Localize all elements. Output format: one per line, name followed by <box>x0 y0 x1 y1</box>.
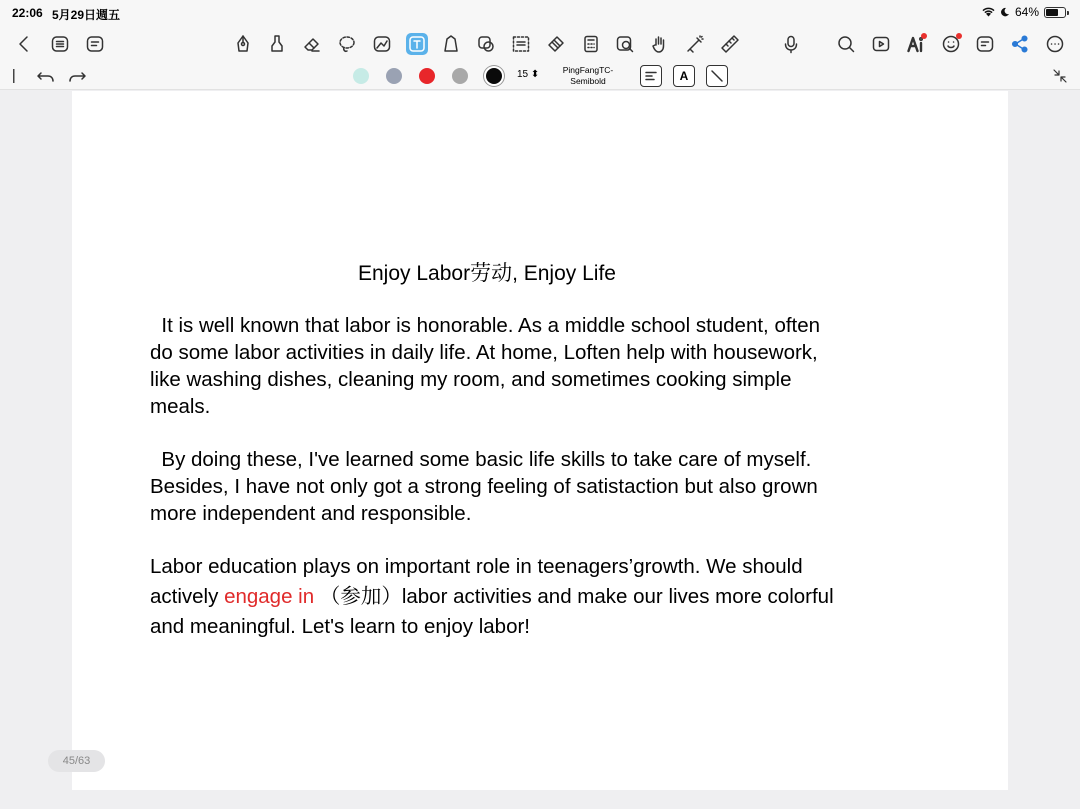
paragraph-2 <box>150 446 950 527</box>
pages-icon[interactable] <box>49 33 71 55</box>
color-swatch-slate[interactable] <box>386 68 402 84</box>
font-name-picker[interactable] <box>552 65 624 87</box>
more-icon[interactable] <box>1044 33 1066 55</box>
paragraph-3 <box>150 552 950 642</box>
microphone-icon[interactable] <box>780 33 802 55</box>
highlighter-icon[interactable] <box>266 33 288 55</box>
font-name-line2: Semibold <box>570 76 606 86</box>
present-icon[interactable] <box>870 33 892 55</box>
image-icon[interactable] <box>371 33 393 55</box>
status-time: 22:06 <box>12 6 43 20</box>
paragraph-1-line: do some labor activities in daily life. At home, Loften help with housework, <box>150 341 818 364</box>
document-title: Enjoy Labor劳动, Enjoy Life <box>358 262 616 285</box>
lasso-icon[interactable] <box>336 33 358 55</box>
status-date: 5月29日週五 <box>52 8 121 22</box>
ai-notification-dot <box>921 33 927 39</box>
status-bar <box>0 0 1080 26</box>
paragraph-2-line: By doing these, I've learned some basic life skills to take care of myself. <box>150 448 812 471</box>
paragraph-1-line: like washing dishes, cleaning my room, and sometimes cooking simple <box>150 368 792 391</box>
redo-icon[interactable] <box>66 65 88 87</box>
text-tool-icon[interactable] <box>406 33 428 55</box>
emoji-icon[interactable] <box>940 33 962 55</box>
highlighted-phrase: engage in <box>224 585 315 608</box>
ruler-icon[interactable] <box>719 33 741 55</box>
sticker-icon[interactable] <box>475 33 497 55</box>
text-format-bar <box>0 62 1080 90</box>
moon-icon <box>1000 7 1010 17</box>
emoji-notification-dot <box>956 33 962 39</box>
battery-fill <box>1046 9 1058 16</box>
share-icon[interactable] <box>1009 33 1031 55</box>
undo-icon[interactable] <box>35 65 57 87</box>
diagonal-line-icon <box>710 69 724 83</box>
paragraph-3-line: Labor education plays on important role in teenagers’growth. We should <box>150 555 803 578</box>
hand-icon[interactable] <box>649 33 671 55</box>
selection-icon[interactable] <box>510 33 532 55</box>
paragraph-2-line: Besides, I have not only got a strong feeling of satistaction but also grown <box>150 475 818 498</box>
page-counter[interactable]: 45/63 <box>48 750 105 772</box>
edit-icon[interactable] <box>974 33 996 55</box>
status-right <box>982 5 1066 19</box>
color-swatch-mint[interactable] <box>353 68 369 84</box>
battery-percent: 64% <box>1014 5 1039 19</box>
align-left-icon <box>644 69 658 83</box>
ai-icon[interactable] <box>905 33 927 55</box>
text-cursor-icon <box>12 69 16 83</box>
color-swatch-red[interactable] <box>419 68 435 84</box>
font-name-line1: PingFangTC- <box>562 65 614 75</box>
bold-button[interactable]: A <box>673 65 695 87</box>
font-size-stepper[interactable]: 15 ⬍ <box>517 69 540 80</box>
color-swatch-gray[interactable] <box>452 68 468 84</box>
paragraph-3-line <box>150 582 950 612</box>
zoom-box-icon[interactable] <box>614 33 636 55</box>
back-icon[interactable] <box>13 33 35 55</box>
shape-icon[interactable] <box>440 33 462 55</box>
color-swatch-black[interactable] <box>486 68 502 84</box>
calculator-icon[interactable] <box>580 33 602 55</box>
paragraph-2-line: more independent and responsible. <box>150 502 472 525</box>
paragraph-1 <box>150 312 950 420</box>
search-icon[interactable] <box>835 33 857 55</box>
paragraph-1-line: meals. <box>150 395 211 418</box>
paragraph-3-line: and meaningful. Let's learn to enjoy labor! <box>150 615 530 638</box>
paragraph-1-line: It is well known that labor is honorable. As a middle school student, often <box>150 314 821 337</box>
pen-icon[interactable] <box>232 33 254 55</box>
battery-icon <box>1044 7 1066 18</box>
collapse-icon[interactable] <box>1049 65 1071 87</box>
outline-icon[interactable] <box>84 33 106 55</box>
align-left-button[interactable] <box>640 65 662 87</box>
eraser-icon[interactable] <box>301 33 323 55</box>
text-style-button[interactable] <box>706 65 728 87</box>
paragraph-3-text: （参加）labor activities and make our lives more colorful <box>314 585 834 608</box>
wifi-icon <box>982 7 995 17</box>
tape-icon[interactable] <box>545 33 567 55</box>
paragraph-3-text: actively <box>150 585 225 608</box>
laser-pointer-icon[interactable] <box>684 33 706 55</box>
note-page[interactable] <box>72 91 1008 790</box>
main-toolbar <box>0 26 1080 62</box>
